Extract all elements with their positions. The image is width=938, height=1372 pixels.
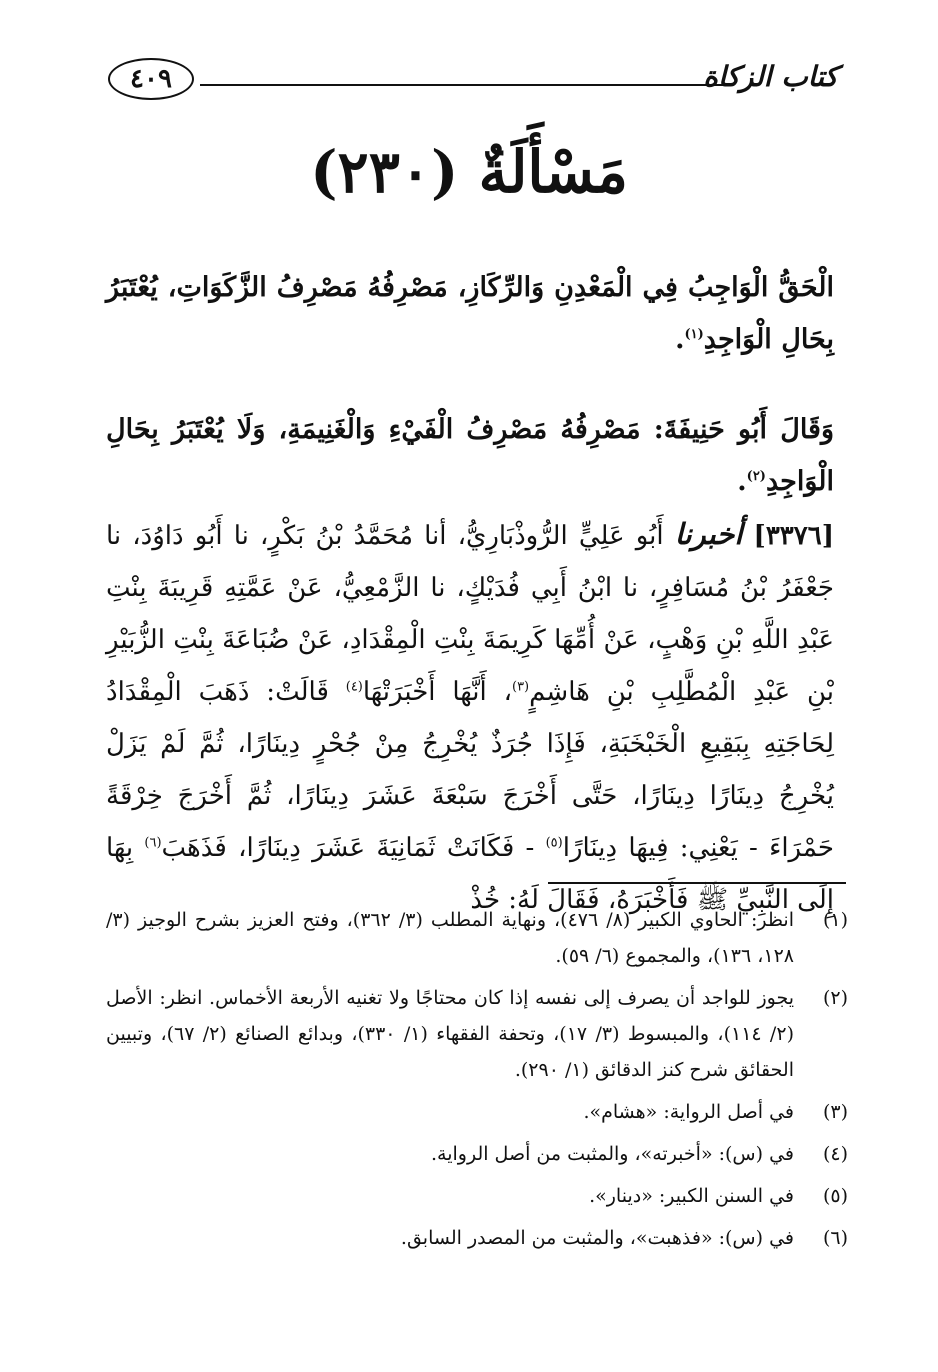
footnote-ref-6[interactable]: (٦): [144, 835, 162, 851]
running-header: [108, 58, 838, 102]
footnote-3: [106, 1094, 848, 1130]
narration-part-2: ، أَنَّهَا أَخْبَرَتْهَا: [362, 677, 512, 707]
footnote-ref-5[interactable]: (٥): [545, 835, 563, 851]
footnotes: [106, 902, 848, 1262]
page-number: ٤٠٩: [108, 58, 194, 100]
narration-chain: أَبُو عَلِيٍّ الرُّوذْبَارِيُّ، أنا مُحَمَّدُ بْنُ بَكْرٍ، نا أَبُو دَاوُدَ، نا جَعْفَرُ بْنُ مُسَافِرٍ، نا ابْنُ أَبِي فُدَيْكٍ، نا الزَّمْعِيُّ، عَنْ عَمَّتِهِ قَرِيبَةَ بِنْتِ عَبْدِ اللَّهِ بْنِ وَهْبٍ، عَنْ أُمِّهَا كَرِيمَةَ بِنْتِ الْمِقْدَادِ، عَنْ ضُبَاعَةَ بِنْتِ الزُّبَيْرِ بْنِ عَبْدِ الْمُطَّلِبِ بْنِ هَاشِمٍ: [106, 521, 834, 707]
narration-part-3: قَالَتْ: ذَهَبَ الْمِقْدَادُ لِحَاجَتِهِ بِبَقِيعِ الْخَبْخَبَةِ، فَإِذَا جُرَذٌ يُخْرِجُ مِنْ جُحْرٍ دِينَارًا، ثُمَّ لَمْ يَزَلْ يُخْرِجُ دِينَارًا دِينَارًا، حَتَّى أَخْرَجَ سَبْعَةَ عَشَرَ دِينَارًا، ثُمَّ أَخْرَجَ خِرْقَةً حَمْرَاءَ - يَعْنِي: فِيهَا دِينَارًا: [106, 677, 834, 863]
abu-hanifa-text: وَقَالَ أَبُو حَنِيفَةَ: مَصْرِفُهُ مَصْرِفُ الْفَيْءِ وَالْغَنِيمَةِ، وَلَا يُعْتَبَرُ بِحَالِ الْوَاجِدِ: [106, 414, 834, 497]
footnote-number: (٦): [822, 1227, 848, 1249]
footnote-1: [106, 902, 848, 974]
narration-part-4: - فَكَانَتْ ثَمَانِيَةَ عَشَرَ دِينَارًا، فَذَهَبَ: [161, 833, 546, 863]
footnote-number: (٤): [822, 1143, 848, 1165]
book-title: كتاب الزكاة: [703, 60, 838, 93]
issue-statement: [106, 262, 834, 366]
footnote-ref-4[interactable]: (٤): [345, 679, 363, 695]
footnote-4: [106, 1136, 848, 1172]
footnote-text: في أصل الرواية: «هشام».: [583, 1101, 794, 1123]
footnote-ref-1[interactable]: (١): [684, 327, 704, 342]
statement-end: .: [675, 324, 685, 355]
footnote-number: (٥): [822, 1185, 848, 1207]
issue-heading: مَسْأَلَةٌ (٢٣٠): [310, 138, 628, 206]
footnote-ref-2[interactable]: (٢): [746, 469, 766, 484]
statement-text: الْحَقُّ الْوَاجِبُ فِي الْمَعْدِنِ وَالرِّكَازِ، مَصْرِفُهُ مَصْرِفُ الزَّكَوَاتِ، يُعْتَبَرُ بِحَالِ الْوَاجِدِ: [106, 272, 834, 355]
footnote-text: في السنن الكبير: «دينار».: [589, 1185, 794, 1207]
footnote-number: (١): [822, 909, 848, 931]
footnote-text: في (س): «فذهبت»، والمثبت من المصدر السابق.: [400, 1227, 794, 1249]
footnote-number: (٢): [822, 987, 848, 1009]
footnote-text: في (س): «أخبرته»، والمثبت من أصل الرواية.: [431, 1143, 794, 1165]
footnote-ref-3[interactable]: (٣): [511, 679, 530, 695]
header-rule: [200, 84, 730, 86]
footnote-2: [106, 980, 848, 1088]
abu-hanifa-end: .: [737, 466, 747, 497]
hadith-narration: [106, 508, 834, 926]
footnote-text: يجوز للواجد أن يصرف إلى نفسه إذا كان محتاجًا ولا تغنيه الأربعة الأخماس. انظر: الأصل (٢/ ١١٤)، والمبسوط (٣/ ١٧)، وتحفة الفقهاء (١/ ٣٣٠)، وبدائع الصنائع (٢/ ٦٧)، وتبيين الحقائق شرح كنز الدقائق (١/ ٢٩٠).: [106, 987, 794, 1081]
hadith-number: [٣٣٧٦]: [753, 521, 835, 551]
footnote-text: انظر: الحاوي الكبير (٨/ ٤٧٦)، ونهاية المطلب (٣/ ٣٦٢)، وفتح العزيز بشرح الوجيز (٣/ ١٢٨، ١٣٦)، والمجموع (٦/ ٥٩).: [106, 909, 794, 967]
footnote-5: [106, 1178, 848, 1214]
abu-hanifa-opinion: [106, 404, 834, 508]
footnote-separator: [548, 882, 846, 884]
narration-opening: أخبرنا: [674, 517, 743, 551]
footnote-number: (٣): [822, 1101, 848, 1123]
narration-part-5: بِهَا إِلَى النَّبِيِّ ﷺ فَأَخْبَرَهُ، فَقَالَ لَهُ: خُذْ: [106, 833, 834, 915]
footnote-6: [106, 1220, 848, 1256]
